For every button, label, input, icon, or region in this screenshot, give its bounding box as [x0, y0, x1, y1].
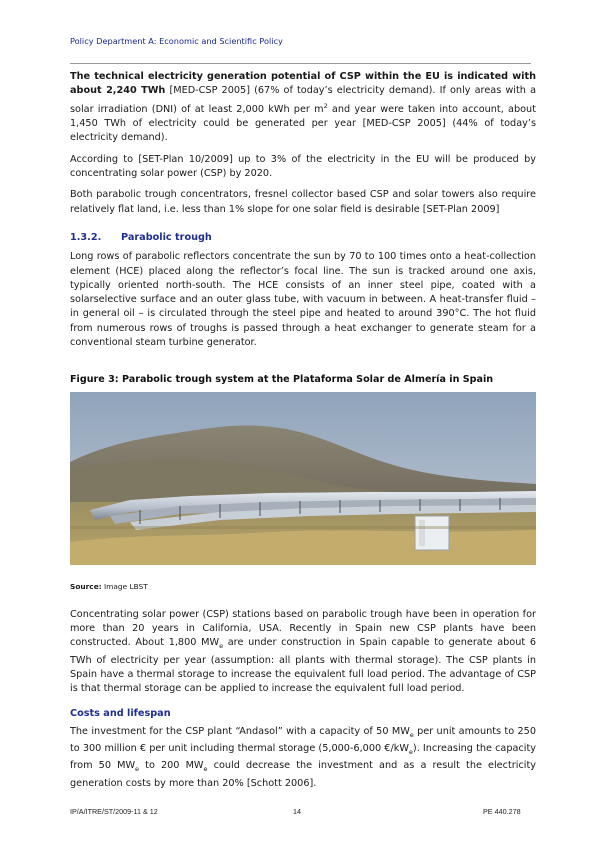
paragraph-text: per unit amounts to 250 to 300 million € per unit including thermal storage (5,000-6,000 €/kW — [70, 725, 536, 755]
section-number: 1.3.2. — [70, 231, 102, 243]
footer-reference: IP/A/ITRE/ST/2009-11 & 12 — [70, 807, 158, 816]
paragraph-csp-stations — [70, 608, 536, 697]
photo-illustration — [70, 392, 536, 565]
paragraph-set-plan: According to [SET-Plan 10/2009] up to 3% of the electricity in the EU will be produced by concentrating solar power (CSP) by 2020. — [70, 153, 536, 180]
figure-caption: Figure 3: Parabolic trough system at the Plataforma Solar de Almería in Spain — [70, 374, 494, 386]
section-title: Parabolic trough — [121, 231, 212, 243]
paragraph-text: could decrease the investment and as a result the electricity generation costs by more than 20% [Schott 2006]. — [70, 760, 536, 789]
paragraph-text: Concentrating solar power (CSP) stations based on parabolic trough have been in operation for more than 20 years in California, USA. Recently in Spain new CSP plants have been constructed. About 1,800 MW — [70, 608, 536, 649]
page-content — [70, 70, 536, 798]
section-heading — [70, 231, 536, 245]
footer-pe-number: PE 440.278 — [483, 807, 521, 816]
emphasis-text: The technical electricity generation potential of CSP within the EU is indicated with about 2,240 TWh — [70, 71, 536, 97]
paragraph-land-requirements: Both parabolic trough concentrators, fresnel collector based CSP and solar towers also require relatively flat land, i.e. less than 1% slope for one solar field is desirable [SET-Plan 2009] — [70, 189, 536, 215]
paragraph-costs — [70, 725, 536, 791]
paragraph-text: [MED-CSP 2005] (67% of today’s electricity demand). If only areas with a solar irradiation (DNI) of at least 2,000 kWh per m — [70, 85, 536, 115]
subscript: e — [219, 642, 224, 651]
running-header: Policy Department A: Economic and Scientific Policy — [70, 36, 283, 46]
subscript: e — [203, 765, 208, 774]
paragraph-text: to 200 MW — [139, 760, 204, 772]
paragraph-parabolic-trough: Long rows of parabolic reflectors concentrate the sun by 70 to 100 times onto a heat-collection element (HCE) placed along the reflector’s focal line. The sun is tracked around one axis, typically oriented north-south. The HCE consists of an inner steel pipe, coated with a solarselective surface and an outer glass tube, with vacuum in between. A heat-transfer fluid – in general oil – is circulated through the steel pipe and heated to around 390°C. The hot fluid from numerous rows of troughs is passed through a heat exchanger to generate steam for a conventional steam turbine generator. — [70, 251, 536, 348]
paragraph-text: ). Increasing the capacity from 50 MW — [70, 743, 536, 772]
paragraph-text: The investment for the CSP plant “Andasol” with a capacity of 50 MW — [70, 725, 410, 737]
source-text: Image LBST — [101, 581, 148, 591]
paragraph-text: are under construction in Spain capable to generate about 6 TWh of electricity per year (assumption: all plants with thermal storage). The CSP plants in Spain have a thermal storage to increase the equivalent full load period. The advantage of CSP is that thermal storage can be applied to increase the equivalent full load period. — [70, 637, 536, 695]
paragraph-text: and year were taken into account, about 1,450 TWh of electricity could be generated per year [MED-CSP 2005] (44% of today’s electricity demand). — [70, 103, 536, 144]
figure-source — [70, 580, 536, 594]
subscript: e — [409, 730, 414, 739]
source-label: Source: — [70, 581, 102, 591]
subscript: e — [135, 765, 140, 774]
header-divider — [70, 63, 531, 64]
subsection-heading-costs: Costs and lifespan — [70, 707, 171, 719]
figure-photo-parabolic-trough — [70, 392, 536, 565]
paragraph-csp-potential — [70, 70, 536, 146]
subscript: e — [408, 748, 413, 757]
page-number: 14 — [293, 807, 301, 816]
superscript: 2 — [323, 101, 328, 110]
